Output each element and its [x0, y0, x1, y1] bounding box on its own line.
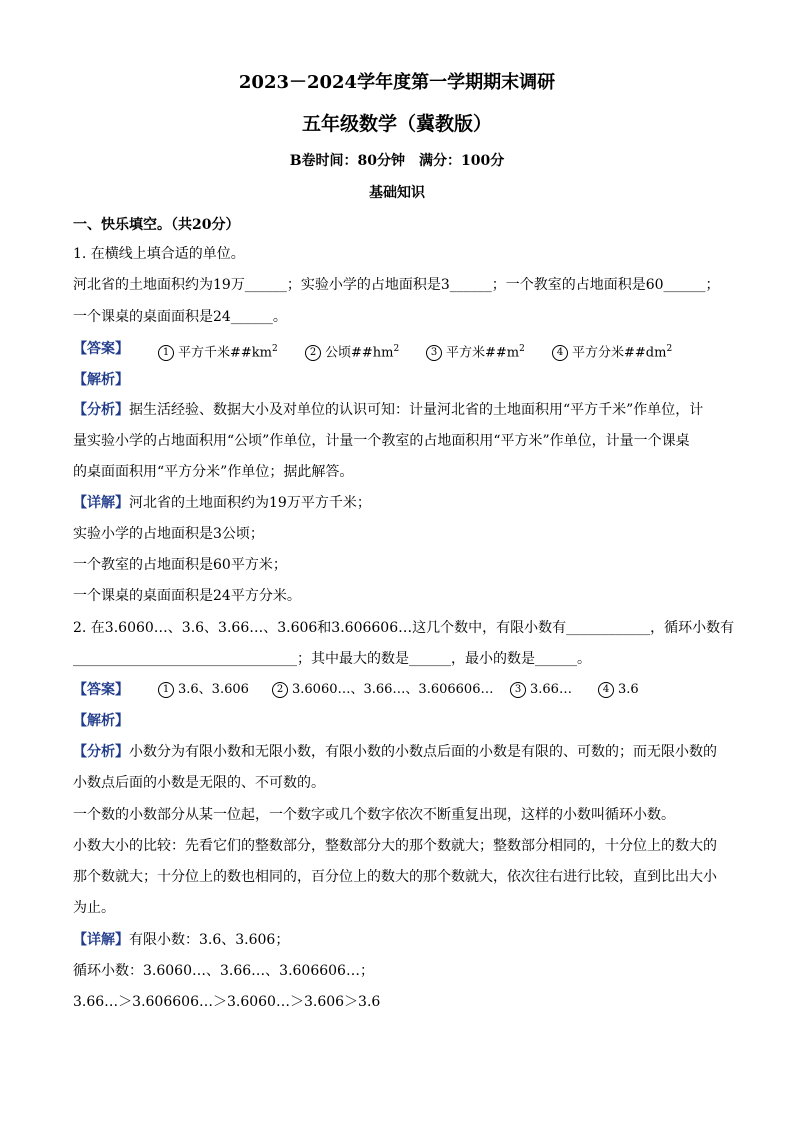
q2-analysis-label: 【解析】: [73, 713, 129, 729]
q2-prompt-line1: 2. 在3.6060…、3.6、3.66…、3.606和3.606606…这几个数中，有限小数有____________，循环小数有: [73, 620, 735, 636]
q2-fenxi-line3: 一个数的小数部分从某一位起，一个数字或几个数字依次不断重复出现，这样的小数叫循环小数。: [73, 807, 675, 823]
q2-xiangjie-line3: 3.66…＞3.606606…＞3.6060…＞3.606＞3.6: [73, 994, 381, 1010]
q2-fenxi-line2: 小数点后面的小数是无限的、不可数的。: [73, 775, 325, 791]
q2-answer-2: 2 3.6060…、3.66…、3.606606…: [272, 681, 493, 699]
q2-fenxi-line6: 为止。: [73, 900, 115, 916]
q2-answer-4: 4 3.6: [598, 681, 639, 699]
q1-xiangjie-line4: 一个课桌的桌面面积是24平方分米。: [73, 588, 301, 604]
circled-number: 2: [305, 345, 321, 361]
category-heading: 基础知识: [369, 185, 425, 201]
q1-analysis-label: 【解析】: [73, 372, 129, 388]
q1-xiangjie-line2: 实验小学的占地面积是3公顷；: [73, 526, 264, 542]
q1-xiangjie-line3: 一个教室的占地面积是60平方米；: [73, 557, 287, 573]
circled-number: 4: [598, 682, 614, 698]
q2-answer-1: 1 3.6、3.606: [158, 681, 249, 699]
section-heading: 一、快乐填空。（共20分）: [73, 217, 240, 233]
q2-answer-3: 3 3.66…: [510, 681, 572, 699]
q1-line2: 一个课桌的桌面面积是24______。: [73, 309, 287, 325]
circled-number: 2: [272, 682, 288, 698]
q1-fenxi-line2: 量实验小学的占地面积用“公顷”作单位，计量一个教室的占地面积用“平方米”作单位，计量一个课桌: [73, 433, 690, 449]
q2-fenxi-line5: 那个数就大；十分位上的数也相同的，百分位上的数大的那个数就大，依次往右进行比较，直到比出大小: [73, 869, 717, 885]
q2-xiangjie-line1: 【详解】有限小数：3.6、3.606；: [73, 932, 290, 948]
circled-number: 4: [552, 345, 568, 361]
q2-fenxi-line4: 小数大小的比较：先看它们的整数部分，整数部分大的那个数就大；整数部分相同的，十分位上的数大的: [73, 838, 717, 854]
document-title: 2023－2024学年度第一学期期末调研: [238, 72, 556, 93]
q2-xiangjie-line2: 循环小数：3.6060…、3.66…、3.606606…；: [73, 963, 374, 979]
q2-answer-label: 【答案】: [73, 682, 129, 698]
q1-fenxi-line1: 【分析】据生活经验、数据大小及对单位的认识可知：计量河北省的土地面积用“平方千米”作单位，计: [73, 402, 704, 418]
q1-line1: 河北省的土地面积约为19万______；实验小学的占地面积是3______；一个教室的占地面积是60______；: [73, 277, 720, 293]
q1-answer-3: 3 平方米$\#\#m^2$: [426, 340, 525, 362]
q1-xiangjie-line1: 【详解】河北省的土地面积约为19万平方千米；: [73, 495, 371, 511]
document-subtitle: 五年级数学（冀教版）: [301, 113, 492, 135]
circled-number: 1: [158, 682, 174, 698]
q1-answer-4: 4 平方分米$\#\#dm^2$: [552, 340, 672, 362]
q1-fenxi-line3: 的桌面面积用“平方分米”作单位；据此解答。: [73, 464, 354, 480]
circled-number: 1: [158, 345, 174, 361]
circled-number: 3: [510, 682, 526, 698]
exam-info: B卷时间：80分钟 满分：100分: [289, 153, 505, 169]
circled-number: 3: [426, 345, 442, 361]
q1-answer-label: 【答案】: [73, 341, 129, 357]
q2-prompt-line2: ________________________________；其中最大的数是______，最小的数是______。: [73, 651, 591, 667]
q1-answer-1: 1 平方千米$\#\#km^2$: [158, 340, 278, 362]
q1-answer-2: 2 公顷$\#\#hm^2$: [305, 340, 399, 362]
q2-fenxi-line1: 【分析】小数分为有限小数和无限小数，有限小数的小数点后面的小数是有限的、可数的；而无限小数的: [73, 744, 717, 760]
q1-prompt: 1. 在横线上填合适的单位。: [73, 246, 245, 262]
